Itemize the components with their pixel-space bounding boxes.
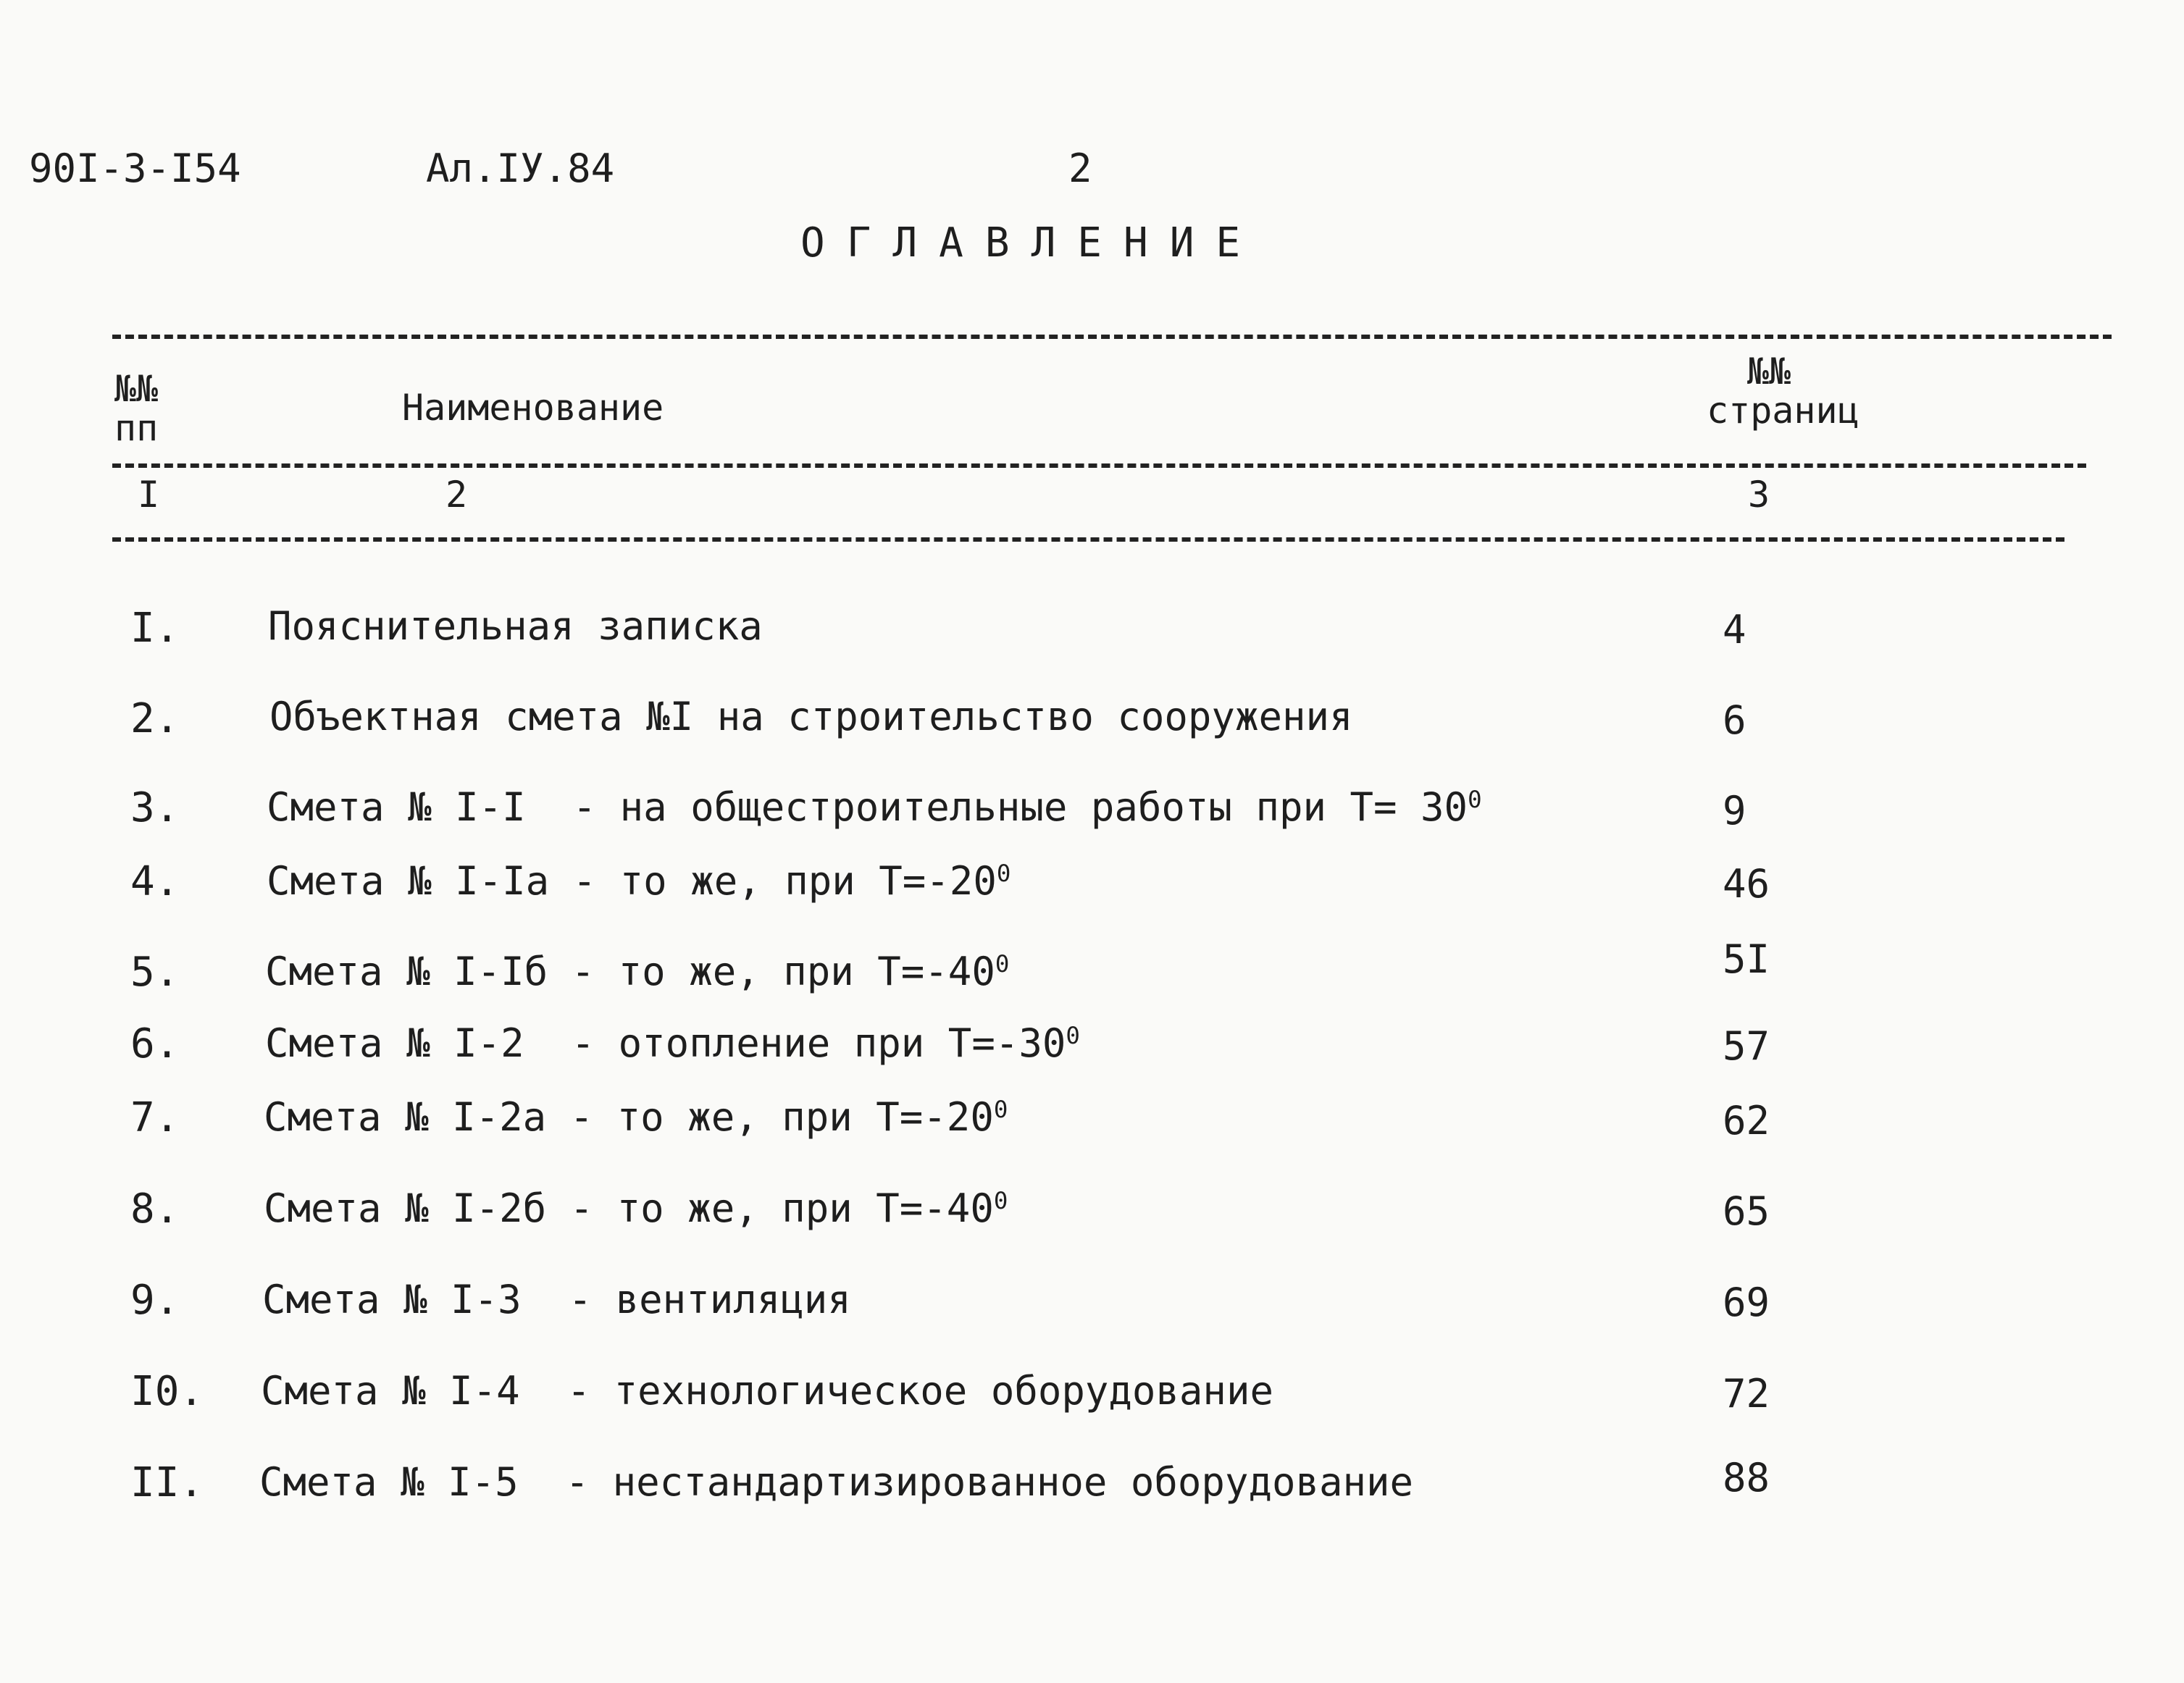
row-page: 5I <box>1723 936 1770 982</box>
col3-header-top: №№ <box>1747 351 1791 393</box>
row-name: Смета № I-I - на общестроительные работы при $Т= 30^0$ <box>267 784 1482 830</box>
row-name: Объектная смета №I на строительство сооружения <box>269 694 1353 739</box>
row-page: 9 <box>1723 788 1746 834</box>
row-name: Смета № I-2а - то же, при $Т=-20^0$ <box>264 1094 1008 1140</box>
row-page: 72 <box>1723 1371 1770 1417</box>
row-number: I. <box>130 605 180 652</box>
row-name: Смета № I-2 - отопление при $Т=-30^0$ <box>265 1020 1080 1066</box>
row-page: 6 <box>1723 697 1746 743</box>
row-number: 7. <box>130 1094 180 1141</box>
col3-header-bottom: страниц <box>1707 390 1859 432</box>
row-page: 65 <box>1723 1188 1770 1234</box>
table-columns-rule <box>112 537 2064 542</box>
row-name: Смета № I-Iб - то же, при $Т=-40^0$ <box>265 949 1010 994</box>
page-title: ОГЛАВЛЕНИЕ <box>800 219 1263 266</box>
album-code: Ал.IУ.84 <box>426 146 615 191</box>
row-number: II. <box>130 1459 204 1506</box>
row-page: 57 <box>1723 1023 1770 1069</box>
table-top-rule <box>112 335 2112 339</box>
row-name: Смета № I-5 - нестандартизированное оборудование <box>259 1459 1414 1505</box>
row-number: 2. <box>130 695 180 742</box>
row-number: 4. <box>130 858 180 905</box>
row-page: 62 <box>1723 1098 1770 1143</box>
col1-header-bottom: пп <box>114 407 159 449</box>
row-number: I0. <box>130 1368 204 1415</box>
row-page: 69 <box>1723 1280 1770 1325</box>
row-name: Смета № I-3 - вентиляция <box>262 1277 851 1322</box>
row-name: Смета № I-2б - то же, при $Т=-40^0$ <box>264 1185 1008 1231</box>
row-number: 3. <box>130 784 180 831</box>
row-number: 6. <box>130 1020 180 1067</box>
row-name: Смета № I-4 - технологическое оборудование <box>261 1368 1273 1414</box>
row-page: 4 <box>1723 607 1746 652</box>
col1-number: I <box>138 474 160 516</box>
col2-number: 2 <box>445 474 468 516</box>
row-name: Смета № I-Iа - то же, при $Т=-20^0$ <box>267 858 1011 904</box>
table-header-rule <box>112 463 2086 468</box>
row-page: 88 <box>1723 1455 1770 1501</box>
row-number: 5. <box>130 949 180 996</box>
document-code: 90I-3-I54 <box>29 146 241 191</box>
row-page: 46 <box>1723 861 1770 907</box>
col3-number: 3 <box>1748 474 1770 516</box>
page-number: 2 <box>1068 146 1092 191</box>
col1-header-top: №№ <box>114 368 159 410</box>
col2-header: Наименование <box>402 387 664 429</box>
row-name: Пояснительная записка <box>268 603 763 649</box>
row-number: 8. <box>130 1185 180 1233</box>
row-number: 9. <box>130 1277 180 1324</box>
